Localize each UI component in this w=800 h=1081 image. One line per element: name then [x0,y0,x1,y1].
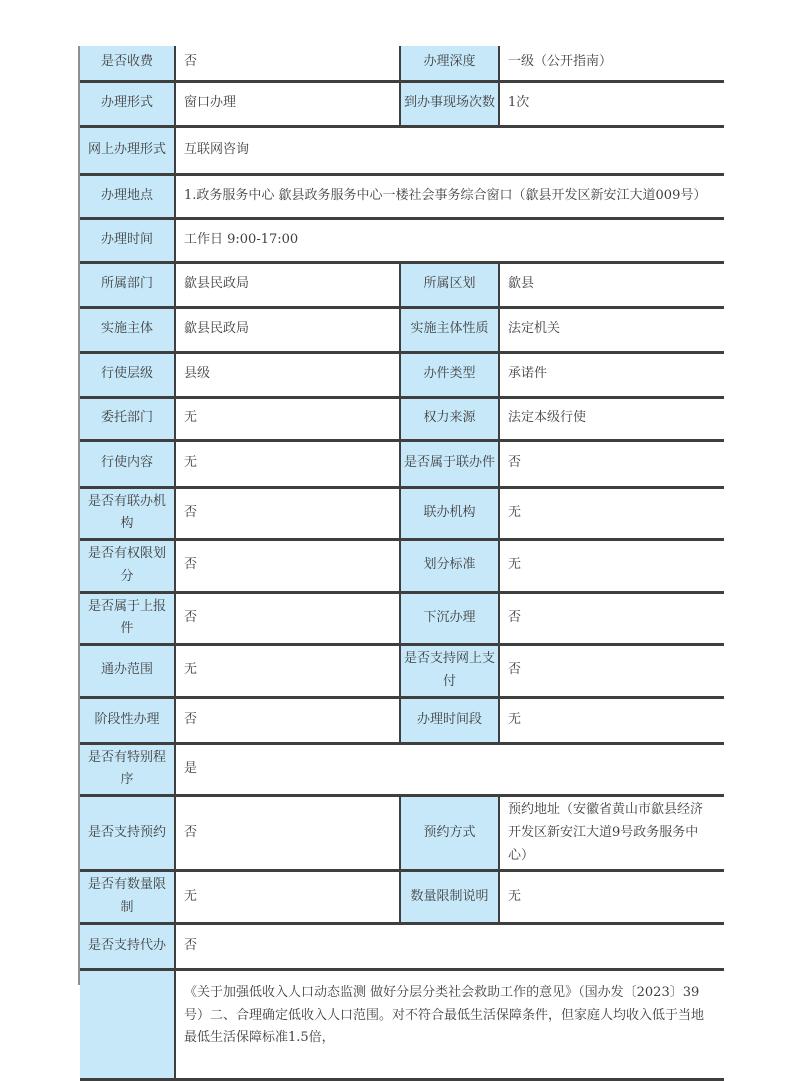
field-value: 否 [175,592,400,645]
field-value: 窗口办理 [175,81,400,126]
field-value: 否 [175,923,724,969]
field-label: 到办事现场次数 [400,81,499,126]
field-label: 阶段性办理 [80,697,175,743]
field-value: 无 [499,871,724,924]
field-label: 是否有数量限制 [80,871,175,924]
service-info-table-grid [80,46,724,1081]
field-value: 法定机关 [499,307,724,352]
field-label: 联办机构 [400,487,499,540]
table-body [80,46,724,1079]
field-value: 否 [175,487,400,540]
field-value: 无 [175,871,400,924]
field-label: 通办范围 [80,645,175,698]
field-label: 所属部门 [80,262,175,307]
service-info-table [78,46,722,1046]
table-row [80,218,724,262]
field-value: 法定本级行使 [499,397,724,440]
field-value: 歙县民政局 [175,262,400,307]
field-label: 是否有权限划分 [80,540,175,593]
table-row [80,540,724,593]
table-row [80,487,724,540]
field-value: 无 [175,440,400,487]
field-label: 办理时间 [80,218,175,262]
field-value: 一级（公开指南） [499,46,724,81]
field-value: 无 [499,697,724,743]
field-label: 是否有联办机构 [80,487,175,540]
table-row [80,871,724,924]
field-value: 否 [175,46,400,81]
field-value: 1次 [499,81,724,126]
field-label: 是否属于联办件 [400,440,499,487]
field-value: 否 [175,796,400,871]
table-row [80,397,724,440]
field-label: 办理深度 [400,46,499,81]
field-value: 互联网咨询 [175,126,724,174]
field-label: 是否支持代办 [80,923,175,969]
table-row [80,174,724,218]
field-value: 县级 [175,352,400,397]
field-value: 无 [499,487,724,540]
field-label: 权力来源 [400,397,499,440]
field-label: 是否收费 [80,46,175,81]
table-row [80,743,724,796]
field-label: 实施主体性质 [400,307,499,352]
table-row [80,352,724,397]
field-label: 办理形式 [80,81,175,126]
field-value: 1.政务服务中心 歙县政务服务中心一楼社会事务综合窗口（歙县开发区新安江大道009号） [175,174,724,218]
field-value: 否 [499,645,724,698]
table-row [80,46,724,81]
table-row [80,81,724,126]
field-value: 无 [175,645,400,698]
field-value: 预约地址（安徽省黄山市歙县经济开发区新安江大道9号政务服务中心） [499,796,724,871]
field-label: 办件类型 [400,352,499,397]
field-value: 否 [499,440,724,487]
field-value: 否 [175,697,400,743]
field-value: 工作日 9:00-17:00 [175,218,724,262]
field-value: 无 [175,397,400,440]
table-row [80,697,724,743]
table-row [80,126,724,174]
field-label: 网上办理形式 [80,126,175,174]
table-row [80,592,724,645]
field-label [80,969,175,1079]
field-label: 是否支持预约 [80,796,175,871]
table-row [80,923,724,969]
field-label: 所属区划 [400,262,499,307]
table-row [80,645,724,698]
field-label: 委托部门 [80,397,175,440]
field-value: 歙县 [499,262,724,307]
field-value: 否 [175,540,400,593]
field-label: 实施主体 [80,307,175,352]
field-label: 是否有特别程序 [80,743,175,796]
field-label: 办理地点 [80,174,175,218]
field-value: 歙县民政局 [175,307,400,352]
table-row [80,969,724,1079]
field-label: 是否支持网上支付 [400,645,499,698]
field-value: 无 [499,540,724,593]
table-row [80,796,724,871]
table-row [80,307,724,352]
field-value: 否 [499,592,724,645]
field-label: 行使层级 [80,352,175,397]
field-label: 办理时间段 [400,697,499,743]
field-value: 承诺件 [499,352,724,397]
field-label: 预约方式 [400,796,499,871]
field-value: 《关于加强低收入人口动态监测 做好分层分类社会救助工作的意见》（国办发〔2023〕39号）二、合理确定低收入人口范围。对不符合最低生活保障条件，但家庭人均收入低于当地最低生活保障标准1.5倍， [175,969,724,1079]
field-label: 数量限制说明 [400,871,499,924]
field-label: 下沉办理 [400,592,499,645]
field-label: 划分标准 [400,540,499,593]
table-row [80,440,724,487]
field-label: 是否属于上报件 [80,592,175,645]
field-value: 是 [175,743,724,796]
table-row [80,262,724,307]
field-label: 行使内容 [80,440,175,487]
